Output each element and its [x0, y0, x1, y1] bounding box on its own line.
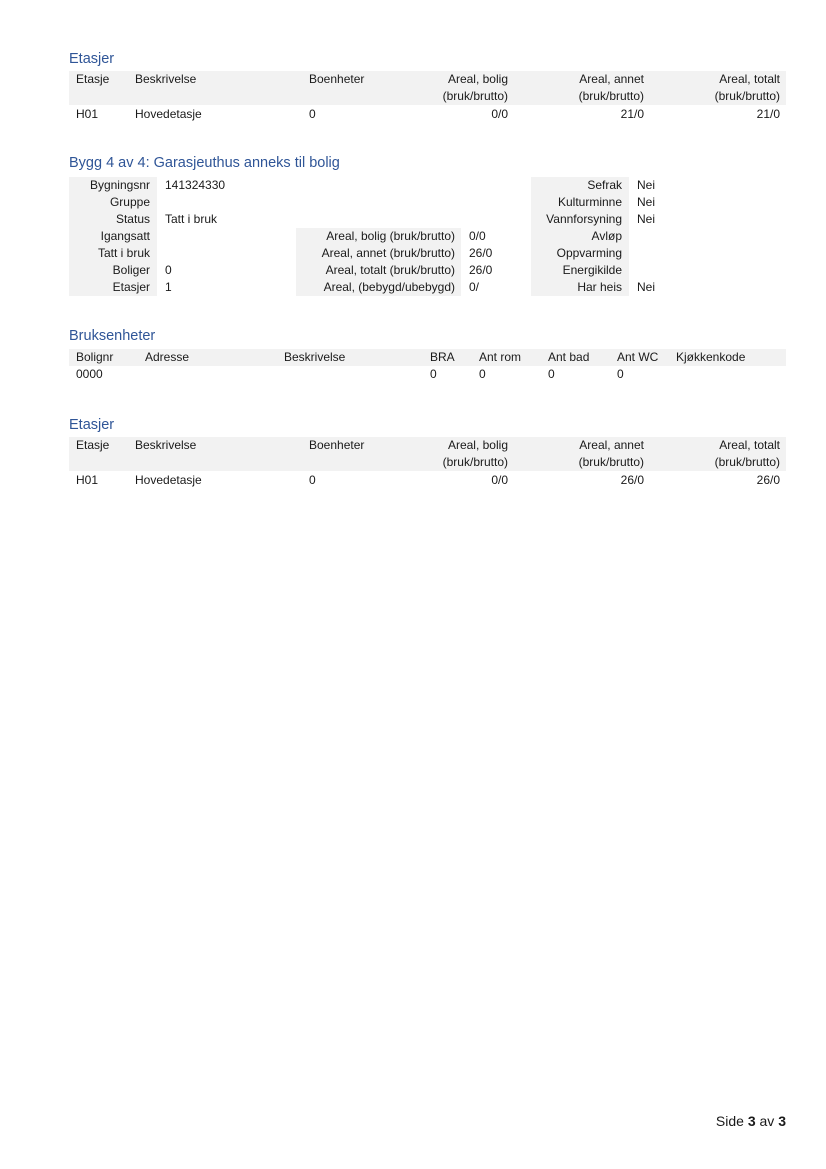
header-adresse: Adresse [145, 350, 190, 364]
bruksenheter-table [69, 349, 786, 383]
cell-areal-totalt: 26/0 [756, 473, 780, 487]
info-value: Nei [637, 212, 656, 226]
header-bolignr: Bolignr [76, 350, 114, 364]
header-line: (bruk/brutto) [714, 89, 780, 103]
cell-boenheter: 0 [309, 107, 316, 121]
info-label: Areal, bolig (bruk/brutto) [326, 229, 455, 243]
header-etasje: Etasje [76, 438, 110, 452]
info-label: Avløp [591, 229, 622, 243]
cell-areal-bolig: 0/0 [491, 473, 508, 487]
header-line: (bruk/brutto) [578, 455, 644, 469]
info-label: Igangsatt [100, 229, 150, 243]
info-label: Bygningsnr [89, 178, 150, 192]
section-title-etasjer: Etasjer [69, 417, 115, 433]
info-label: Areal, totalt (bruk/brutto) [325, 263, 455, 277]
header-areal-totalt [715, 437, 780, 471]
info-label: Areal, annet (bruk/brutto) [321, 246, 455, 260]
info-label: Vannforsyning [546, 212, 622, 226]
header-areal-bolig [443, 71, 508, 105]
footer-page-number: 3 [747, 1113, 756, 1129]
info-value: 0/ [469, 280, 480, 294]
cell-boenheter: 0 [309, 473, 316, 487]
footer-av-label: av [759, 1113, 775, 1129]
header-line: (bruk/brutto) [578, 89, 644, 103]
header-kjokkenkode: Kjøkkenkode [676, 350, 746, 364]
table-header [69, 71, 786, 105]
header-ant-bad: Ant bad [548, 350, 590, 364]
cell-ant-rom: 0 [479, 367, 486, 381]
header-line: (bruk/brutto) [714, 455, 780, 469]
info-label: Sefrak [587, 178, 622, 192]
header-areal-annet [579, 71, 644, 105]
section-title-bruksenheter: Bruksenheter [69, 328, 156, 344]
header-line: Areal, totalt [719, 438, 780, 452]
table-row [69, 366, 786, 383]
header-beskrivelse: Beskrivelse [135, 72, 197, 86]
header-boenheter: Boenheter [309, 438, 365, 452]
info-label: Tatt i bruk [97, 246, 150, 260]
table-row [69, 472, 786, 489]
header-line: Areal, totalt [719, 72, 780, 86]
info-label: Status [115, 212, 150, 226]
header-ant-rom: Ant rom [479, 350, 522, 364]
info-value: Nei [637, 178, 656, 192]
page-footer [716, 1113, 786, 1129]
header-areal-annet [579, 437, 644, 471]
header-areal-bolig [443, 437, 508, 471]
header-line: Areal, bolig [447, 72, 508, 86]
table-row [69, 106, 786, 123]
header-etasje: Etasje [76, 72, 110, 86]
header-areal-totalt [715, 71, 780, 105]
footer-side-label: Side [715, 1113, 744, 1129]
cell-beskrivelse: Hovedetasje [135, 473, 202, 487]
cell-etasje: H01 [76, 473, 99, 487]
info-label: Kulturminne [557, 195, 622, 209]
cell-areal-totalt: 21/0 [756, 107, 780, 121]
section-title-etasjer: Etasjer [69, 51, 115, 67]
cell-beskrivelse: Hovedetasje [135, 107, 202, 121]
info-label: Gruppe [109, 195, 150, 209]
info-label: Boliger [112, 263, 150, 277]
info-value: 0 [165, 263, 172, 277]
etasjer-table [69, 437, 786, 489]
info-label: Oppvarming [556, 246, 622, 260]
header-beskrivelse: Beskrivelse [284, 350, 346, 364]
info-value: Nei [637, 195, 656, 209]
info-label: Energikilde [562, 263, 622, 277]
info-value: Nei [637, 280, 656, 294]
info-value: 26/0 [469, 246, 493, 260]
table-header [69, 437, 786, 471]
header-bra: BRA [430, 350, 455, 364]
section-title-bygg: Bygg 4 av 4: Garasjeuthus anneks til bolig [69, 155, 340, 171]
cell-bra: 0 [430, 367, 437, 381]
cell-areal-annet: 26/0 [620, 473, 644, 487]
info-value: 141324330 [165, 178, 226, 192]
info-value: Tatt i bruk [165, 212, 218, 226]
cell-ant-bad: 0 [548, 367, 555, 381]
cell-areal-annet: 21/0 [620, 107, 644, 121]
info-label: Har heis [577, 280, 622, 294]
header-line: Areal, bolig [447, 438, 508, 452]
info-value: 0/0 [469, 229, 486, 243]
footer-page-total: 3 [778, 1113, 786, 1129]
cell-ant-wc: 0 [617, 367, 624, 381]
header-line: (bruk/brutto) [442, 89, 508, 103]
header-line: Areal, annet [579, 72, 644, 86]
etasjer-table [69, 71, 786, 123]
info-value: 1 [165, 280, 172, 294]
info-value: 26/0 [469, 263, 493, 277]
header-beskrivelse: Beskrivelse [135, 438, 197, 452]
header-boenheter: Boenheter [309, 72, 365, 86]
cell-bolignr: 0000 [76, 367, 103, 381]
header-line: (bruk/brutto) [442, 455, 508, 469]
table-header [69, 349, 786, 366]
info-label: Etasjer [112, 280, 150, 294]
info-label: Areal, (bebygd/ubebygd) [323, 280, 455, 294]
cell-areal-bolig: 0/0 [491, 107, 508, 121]
header-line: Areal, annet [579, 438, 644, 452]
header-ant-wc: Ant WC [617, 350, 659, 364]
cell-etasje: H01 [76, 107, 99, 121]
